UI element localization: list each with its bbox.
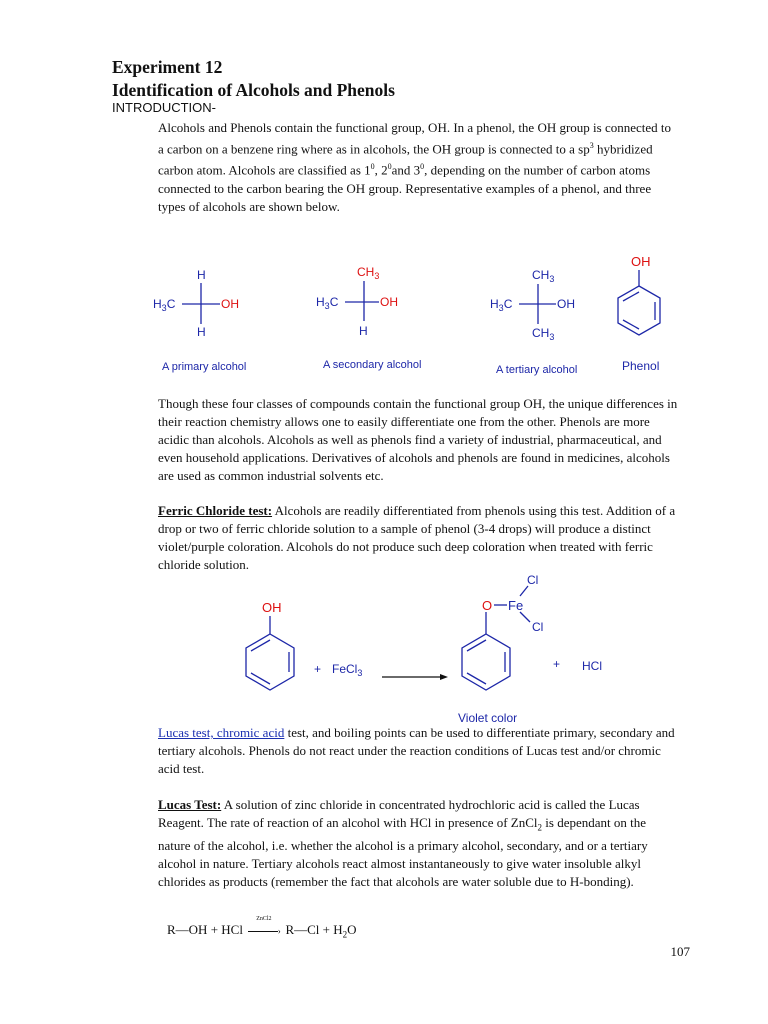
svg-text:OH: OH [631, 254, 651, 269]
svg-text:Fe: Fe [508, 598, 524, 613]
classes-paragraph: Though these four classes of compounds contain the functional group OH, the unique differences in their reaction chemistry allows one to easily differentiate one from the other. Phenols are more acidic than alcohols. Alcohols as well as phenols find a variety of industrial, pharmaceutical, and even household applications. Derivatives of alcohols and phenols are found in medicines, alcohols are used as common industrial solvents etc. [158, 396, 678, 483]
zncl2-catalyst-label: ZnCl2 [256, 916, 272, 922]
tertiary-alcohol-structure [490, 268, 577, 376]
svg-text:OH: OH [221, 297, 239, 311]
secondary-left-group: $H_3C$ [316, 295, 339, 311]
ferric-chloride-paragraph: Ferric Chloride test: Alcohols are readily differentiated from phenols using this test. Addition of a drop or two of ferric chloride solution to a sample of phenol (3-4 drops) will produce a distinct violet/purple coloration. Alcohols do not produce such deep coloration when treated with ferric chloride solution. [158, 503, 676, 572]
introduction-label: INTRODUCTION- [112, 100, 216, 115]
svg-text:+: + [553, 657, 561, 671]
experiment-number: Experiment 12 [112, 57, 223, 77]
svg-text:Cl: Cl [527, 573, 539, 587]
svg-text:OH: OH [557, 297, 575, 311]
svg-text:+: + [314, 662, 322, 676]
tertiary-left-group: $H_3C$ [490, 297, 513, 313]
svg-text:H: H [197, 268, 206, 282]
reaction-arrow: ZnCl2 › [246, 922, 282, 938]
svg-text:OH: OH [262, 600, 282, 615]
secondary-alcohol-structure [316, 265, 421, 371]
ferric-chloride-heading: Ferric Chloride test: [158, 503, 273, 518]
tertiary-bottom-group: $CH_3$ [532, 326, 555, 342]
page-title: Identification of Alcohols and Phenols [112, 80, 395, 100]
svg-text:O: O [482, 598, 493, 613]
svg-text:H: H [197, 325, 206, 339]
svg-text:A tertiary alcohol: A tertiary alcohol [496, 364, 578, 376]
svg-text:OH: OH [380, 295, 398, 309]
ferric-chloride-reagent: FeCl$_3$ [332, 662, 363, 678]
lucas-equation: R—OH + HCl ZnCl2 › R—Cl + $H_2O$ [167, 916, 357, 940]
svg-text:Cl: Cl [532, 620, 544, 634]
svg-text:HCl: HCl [582, 659, 602, 673]
secondary-top-group: $CH_3$ [357, 265, 380, 281]
svg-text:Phenol: Phenol [622, 359, 660, 373]
phenol-structure [618, 254, 660, 373]
svg-text:A secondary alcohol: A secondary alcohol [323, 359, 422, 371]
svg-text:A primary alcohol: A primary alcohol [162, 361, 247, 373]
primary-alcohol-structure [153, 268, 246, 373]
lucas-chromic-link[interactable]: Lucas test, chromic acid [158, 725, 285, 740]
ferric-chloride-reaction [222, 568, 642, 728]
lucas-test-heading: Lucas Test: [158, 797, 222, 812]
lucas-chromic-paragraph: Lucas test, chromic acid test, and boiling points can be used to differentiate primary, secondary and tertiary alcohols. Phenols do not react under the reaction conditions of Lucas test and/or chromic acid test. [158, 725, 675, 776]
alcohol-structures-figure [140, 248, 680, 383]
primary-left-group: $H_3C$ [153, 297, 176, 313]
svg-text:H: H [359, 324, 368, 338]
svg-text:Violet color: Violet color [458, 711, 518, 725]
page-number: 107 [670, 944, 690, 959]
intro-paragraph: Alcohols and Phenols contain the functional group, OH. In a phenol, the OH group is connected to a carbon on a benzene ring where as in alcohols, the OH group is connected to a $sp^3$ hybridized carbon atom. Alcohols are classified as $1^0$, $2^0and$ $3^0$, depending on the number of carbon atoms connected to the carbon bearing the OH group. Representative examples of a phenol, and three types of alcohols are shown below. [158, 120, 672, 214]
lucas-test-paragraph: Lucas Test: A solution of zinc chloride in concentrated hydrochloric acid is called the Lucas Reagent. The rate of reaction of an alcohol with HCl in presence of ZnCl$_2$ is dependant on the nature of the alcohol, i.e. whether the alcohol is a primary alcohol, secondary, and or a tertiary alcohol in nature. Tertiary alcohols react almost instantaneously to give water insoluble alkyl chlorides as products (remember the fact that alcohols are water soluble due to H-bonding). [158, 797, 648, 889]
tertiary-top-group: $CH_3$ [532, 268, 555, 284]
